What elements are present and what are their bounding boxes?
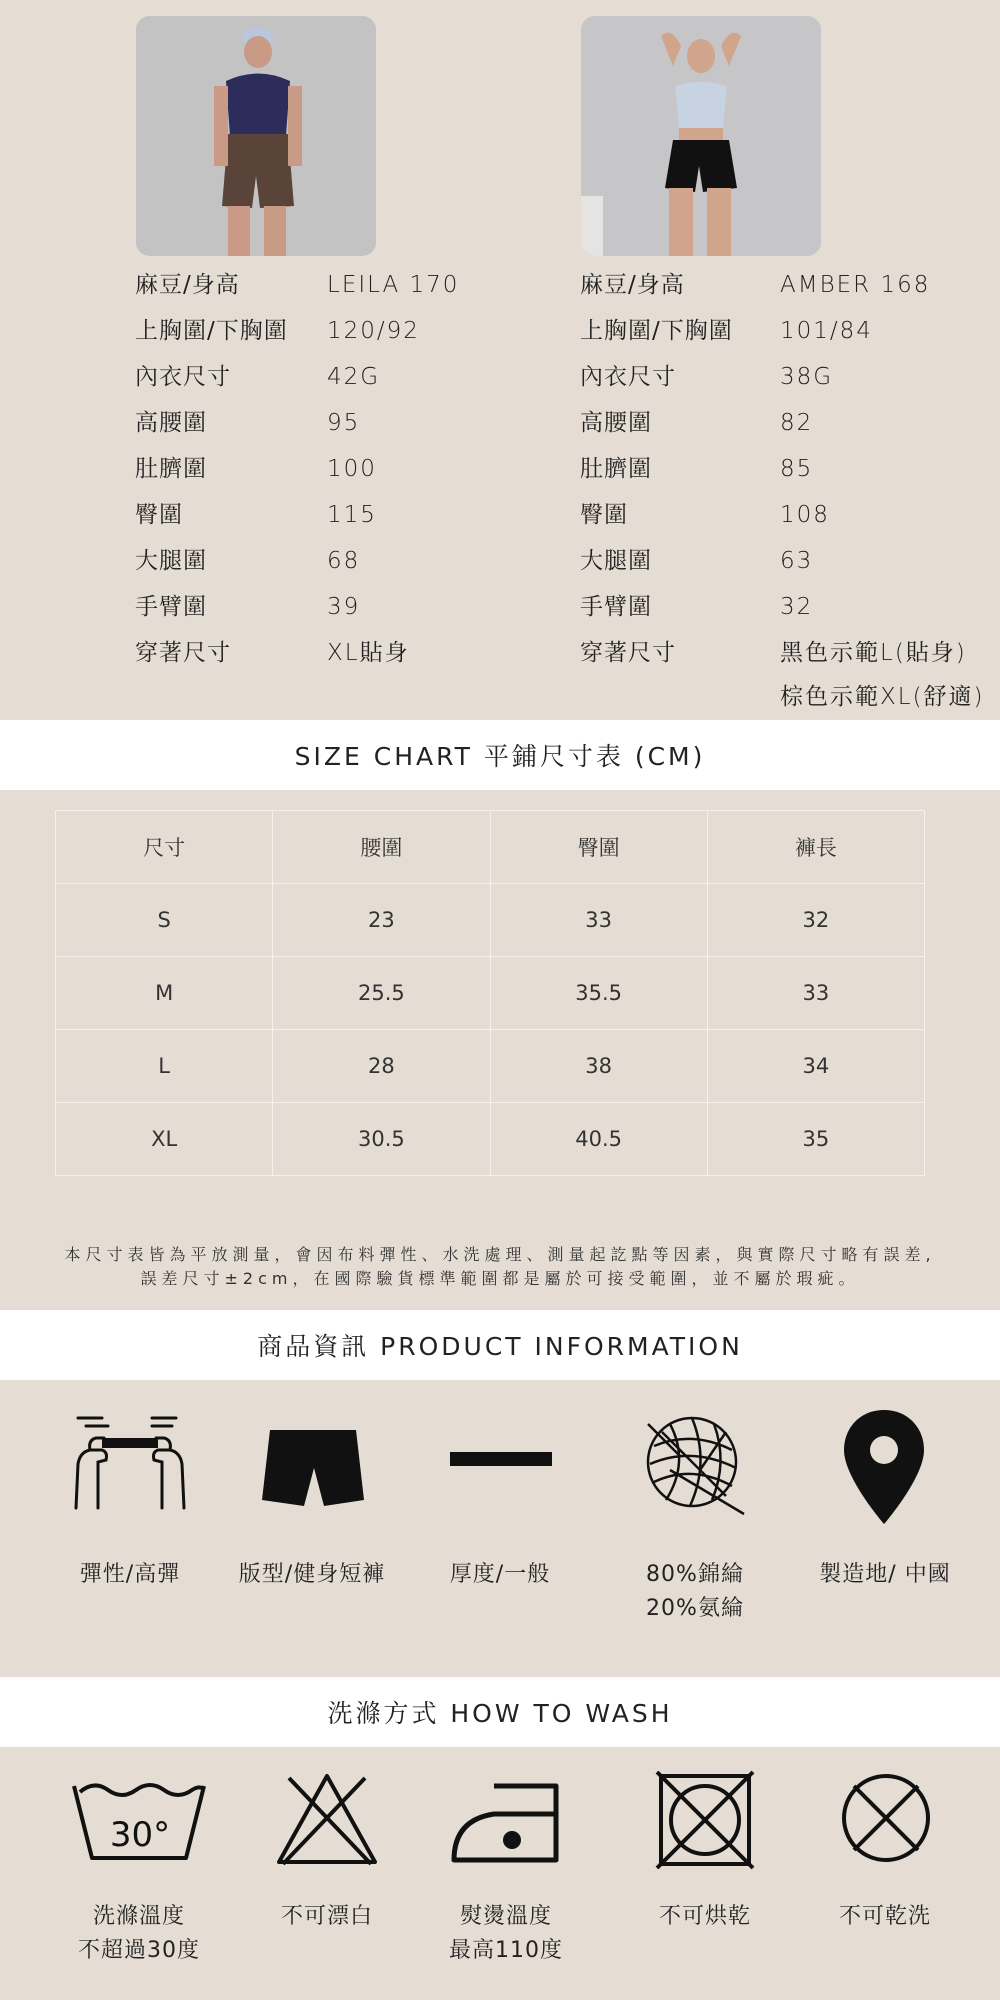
product-info-label [30,1558,230,1592]
measure-value: 101/84 [780,318,873,344]
table-cell: 25.5 [273,957,490,1030]
measure-value: 棕色示範XL(舒適) [780,684,985,710]
product-info-line1: 80%錦綸 [646,1562,744,1587]
measure-value: 38G [780,364,834,390]
iron-icon [450,1780,562,1866]
measure-value: 黑色示範L(貼身) [780,640,967,666]
product-info-banner [0,1310,1000,1380]
table-cell: M [56,957,273,1030]
measure-label: 臀圍 [135,502,183,528]
no-bleach-icon [275,1770,379,1866]
table-header: 臀圍 [490,811,707,884]
wash-line1: 不可乾洗 [838,1904,931,1929]
measure-label: 內衣尺寸 [580,364,676,390]
measure-value: 82 [780,410,814,436]
measure-value: 100 [327,456,377,482]
measure-label: 大腿圍 [135,548,207,574]
measure-label: 麻豆/身高 [135,272,240,298]
size-note-line2: 誤差尺寸±2cm，在國際驗貨標準範圍都是屬於可接受範圍，並不屬於瑕疵。 [140,1269,860,1288]
product-info-title: 商品資訊 PRODUCT INFORMATION [257,1332,743,1361]
shorts-icon [258,1428,368,1508]
measure-value: 95 [327,410,361,436]
measure-value: 108 [780,502,830,528]
size-chart-table [55,810,925,1176]
product-info-line1: 製造地/ 中國 [819,1562,951,1587]
wash-label [406,1900,606,1968]
measure-label: 穿著尺寸 [135,640,231,666]
wash-line1: 洗滌溫度 [92,1904,185,1929]
measure-label: 穿著尺寸 [580,640,676,666]
table-cell: S [56,884,273,957]
table-cell: 33 [707,957,924,1030]
table-cell: 38 [490,1030,707,1103]
measure-value: 120/92 [327,318,420,344]
wash-temp-label: 30° [109,1815,171,1855]
table-cell: 35 [707,1103,924,1176]
table-cell: XL [56,1103,273,1176]
measure-label: 大腿圍 [580,548,652,574]
table-cell: L [56,1030,273,1103]
wash-line1: 不可漂白 [280,1904,373,1929]
measure-value: 63 [780,548,814,574]
measure-label: 手臂圍 [580,594,652,620]
no-tumble-dry-icon [655,1770,755,1870]
no-dry-clean-icon [838,1770,934,1866]
wash-label [605,1900,805,1934]
table-header: 褲長 [707,811,924,884]
wash-line2: 不超過30度 [78,1938,200,1963]
table-header: 腰圍 [273,811,490,884]
measure-value: 115 [327,502,377,528]
measure-value: 32 [780,594,814,620]
wash-label [227,1900,427,1934]
table-header-row [56,811,925,884]
product-info-label [595,1558,795,1626]
table-cell: 23 [273,884,490,957]
stretch-icon [68,1412,192,1512]
table-header: 尺寸 [56,811,273,884]
model-photo-leila [136,16,376,256]
measure-value: 68 [327,548,361,574]
location-pin-icon [842,1408,926,1526]
wash-line2: 最高110度 [449,1938,563,1963]
measure-label: 高腰圍 [135,410,207,436]
product-info-line1: 版型/健身短褲 [238,1562,386,1587]
product-info-label [212,1558,412,1592]
table-cell: 34 [707,1030,924,1103]
table-cell: 40.5 [490,1103,707,1176]
table-cell: 32 [707,884,924,957]
size-chart-title: SIZE CHART 平鋪尺寸表 (CM) [294,742,706,771]
table-row [56,957,925,1030]
measure-value: 39 [327,594,361,620]
table-row [56,1103,925,1176]
measure-value: LEILA 170 [327,272,460,298]
table-cell: 30.5 [273,1103,490,1176]
wash-label [785,1900,985,1934]
measure-label: 肚臍圍 [580,456,652,482]
wash-30-icon [70,1776,208,1860]
table-row [56,884,925,957]
table-row [56,1030,925,1103]
wash-line1: 熨燙溫度 [459,1904,552,1929]
measure-label: 內衣尺寸 [135,364,231,390]
wash-title: 洗滌方式 HOW TO WASH [327,1699,673,1728]
wash-banner [0,1677,1000,1747]
measure-value: XL貼身 [327,640,410,666]
measure-label: 高腰圍 [580,410,652,436]
yarn-ball-icon [640,1410,750,1520]
product-info-line1: 彈性/高彈 [79,1562,181,1587]
measure-label: 臀圍 [580,502,628,528]
size-note-line1: 本尺寸表皆為平放測量，會因布料彈性、水洗處理、測量起訖點等因素，與實際尺寸略有誤差, [64,1245,936,1264]
size-chart-banner [0,720,1000,790]
table-cell: 35.5 [490,957,707,1030]
product-info-line1: 厚度/一般 [449,1562,551,1587]
measure-value: AMBER 168 [780,272,931,298]
measure-label: 麻豆/身高 [580,272,685,298]
wash-line1: 不可烘乾 [658,1904,751,1929]
measure-value: 42G [327,364,381,390]
measure-label: 上胸圍/下胸圍 [580,318,733,344]
model-photo-amber [581,16,821,256]
wash-label [39,1900,239,1968]
table-cell: 33 [490,884,707,957]
product-info-line2: 20%氨綸 [646,1596,744,1621]
measure-label: 上胸圍/下胸圍 [135,318,288,344]
product-info-label [400,1558,600,1592]
measure-value: 85 [780,456,814,482]
product-info-label [785,1558,985,1592]
thickness-line-icon [450,1452,552,1466]
measure-label: 肚臍圍 [135,456,207,482]
table-cell: 28 [273,1030,490,1103]
measure-label: 手臂圍 [135,594,207,620]
